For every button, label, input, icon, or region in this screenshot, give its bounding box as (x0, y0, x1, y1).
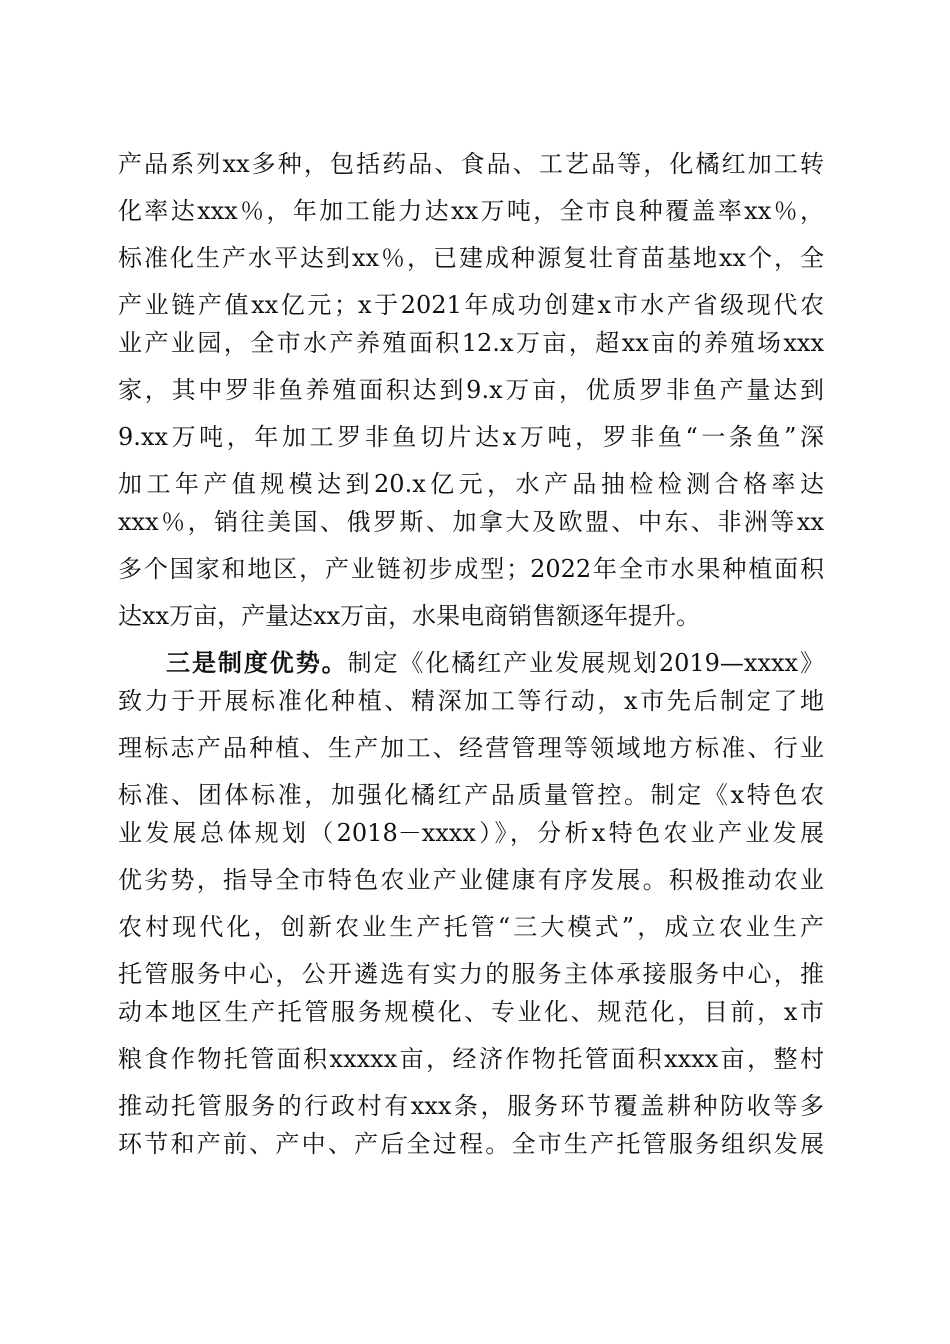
paragraph-1-line-9: xxx％，销往美国、俄罗斯、加拿大及欧盟、中东、非洲等xx (118, 508, 824, 536)
paragraph-2-line-12: 环节和产前、产中、产后全过程。全市生产托管服务组织发展 (118, 1130, 824, 1158)
paragraph-1-line-2: 化率达xxx％，年加工能力达xx万吨，全市良种覆盖率xx％， (118, 197, 824, 225)
paragraph-2-line-4: 标准、团体标准，加强化橘红产品质量管控。制定《x特色农 (118, 781, 824, 809)
paragraph-2-line-11: 推动托管服务的行政村有xxx条，服务环节覆盖耕种防收等多 (118, 1092, 824, 1120)
paragraph-1-line-3: 标准化生产水平达到xx％，已建成种源复壮育苗基地xx个，全 (118, 244, 824, 272)
paragraph-1-line-11: 达xx万亩，产量达xx万亩，水果电商销售额逐年提升。 (118, 602, 701, 630)
paragraph-1-line-10: 多个国家和地区，产业链初步成型；2022年全市水果种植面积 (118, 555, 824, 583)
paragraph-2-line-6: 优劣势，指导全市特色农业产业健康有序发展。积极推动农业 (118, 866, 824, 894)
paragraph-1-line-7: 9.xx万吨，年加工罗非鱼切片达x万吨，罗非鱼“一条鱼”深 (118, 423, 824, 451)
paragraph-2-line-5: 业发展总体规划（2018－xxxx）》，分析x特色农业产业发展 (118, 819, 824, 847)
paragraph-2-line-3: 理标志产品种植、生产加工、经营管理等领域地方标准、行业 (118, 734, 824, 762)
paragraph-2-line-9: 动本地区生产托管服务规模化、专业化、规范化，目前，x市 (118, 998, 824, 1026)
paragraph-1-line-4: 产业链产值xx亿元；x于2021年成功创建x市水产省级现代农 (118, 291, 824, 319)
paragraph-2-line-8: 托管服务中心，公开遴选有实力的服务主体承接服务中心，推 (118, 960, 824, 988)
paragraph-2-line-10: 粮食作物托管面积xxxxx亩，经济作物托管面积xxxx亩，整村 (118, 1045, 824, 1073)
paragraph-2-line-1-text: 制定《化橘红产业发展规划2019—xxxx》 (347, 649, 825, 677)
paragraph-2-line-7: 农村现代化，创新农业生产托管“三大模式”，成立农业生产 (118, 913, 824, 941)
paragraph-2-line-2: 致力于开展标准化种植、精深加工等行动，x市先后制定了地 (118, 687, 824, 715)
section-lead-heading: 三是制度优势。 (166, 648, 348, 677)
paragraph-1-line-5: 业产业园，全市水产养殖面积12.x万亩，超xx亩的养殖场xxx (118, 329, 824, 357)
paragraph-1-line-6: 家，其中罗非鱼养殖面积达到9.x万亩，优质罗非鱼产量达到 (118, 376, 824, 404)
paragraph-1-line-8: 加工年产值规模达到20.x亿元，水产品抽检检测合格率达 (118, 470, 824, 498)
paragraph-2-line-1 (166, 643, 824, 683)
paragraph-1-line-1: 产品系列xx多种，包括药品、食品、工艺品等，化橘红加工转 (118, 150, 824, 178)
